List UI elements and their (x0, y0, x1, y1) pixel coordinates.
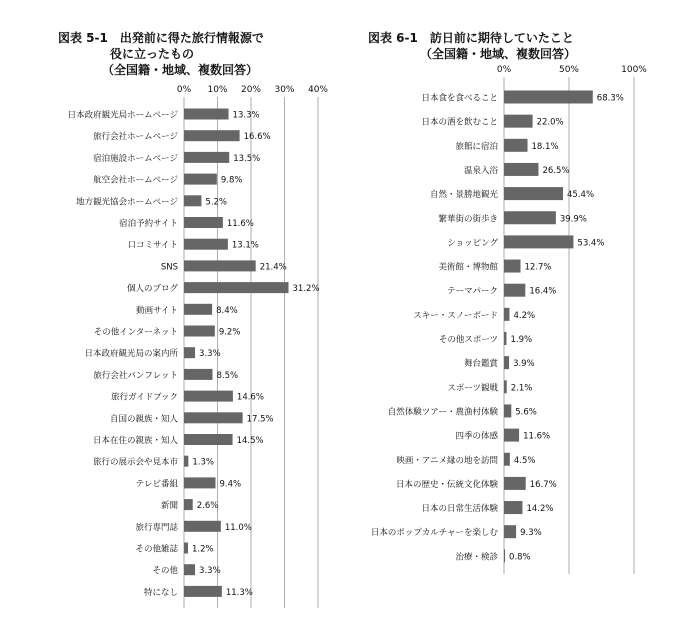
category-label: 日本の酒を飲むこと (421, 117, 498, 128)
data-label: 3.3% (199, 349, 221, 360)
data-label: 11.3% (225, 587, 253, 598)
data-label: 5.6% (515, 407, 537, 418)
category-label: 日本のポップカルチャーを楽しむ (370, 528, 498, 539)
category-label: 自国の親族・知人 (109, 414, 178, 425)
data-label: 16.6% (243, 132, 271, 143)
title-line: （全国籍・地域、複数回答） (102, 63, 259, 77)
bar (504, 284, 525, 297)
category-label: スポーツ観戦 (447, 383, 498, 394)
data-label: 12.7% (524, 262, 552, 273)
bar (504, 429, 519, 442)
data-label: 39.9% (559, 214, 587, 225)
x-tick-label: 30% (274, 85, 295, 95)
category-label: 日本在住の親族・知人 (92, 436, 178, 446)
data-label: 1.2% (192, 544, 214, 555)
data-label: 8.4% (216, 305, 238, 316)
data-label: 31.2% (292, 284, 320, 295)
category-label: その他雑誌 (135, 544, 178, 555)
data-label: 11.6% (226, 219, 254, 229)
category-label: その他スポーツ (438, 335, 498, 345)
data-label: 9.4% (219, 479, 242, 490)
category-label: その他インターネット (93, 327, 178, 338)
category-label: 日本政府観光局の案内所 (84, 349, 178, 360)
data-label: 16.4% (529, 286, 557, 297)
title-line: 図表 6-1 訪日前に期待していたこと (368, 31, 574, 45)
data-label: 26.5% (542, 165, 570, 176)
data-label: 4.5% (513, 455, 536, 466)
data-label: 45.4% (567, 190, 595, 201)
data-label: 9.3% (520, 528, 542, 539)
category-label: 日本の日常生活体験 (421, 504, 498, 515)
data-label: 18.1% (531, 141, 559, 152)
data-label: 2.1% (510, 383, 533, 394)
category-label: 旅行会社ホームページ (93, 132, 178, 143)
category-label: 地方観光協会ホームページ (76, 197, 178, 208)
bar (504, 211, 556, 224)
data-label: 14.6% (236, 392, 264, 403)
bar (504, 453, 510, 466)
category-label: 日本の歴史・伝統文化体験 (395, 479, 498, 490)
data-label: 8.5% (216, 370, 239, 381)
category-label: 治療・検診 (455, 552, 498, 563)
category-label: 特になし (143, 587, 178, 598)
category-label: スキー・スノーボード (413, 310, 498, 321)
category-label: 四季の体感 (455, 431, 498, 442)
data-label: 13.5% (233, 153, 261, 164)
title-line: （全国籍・地域、複数回答） (420, 47, 577, 61)
x-tick-label: 0% (176, 85, 192, 95)
category-label: 宿泊予約サイト (119, 219, 178, 229)
category-label: 口コミサイト (127, 240, 178, 251)
bar (504, 477, 526, 490)
title-line: 図表 5-1 出発前に得た旅行情報源で (58, 31, 264, 45)
bar (504, 549, 505, 562)
data-label: 14.2% (526, 504, 554, 515)
bar (504, 501, 522, 514)
data-label: 13.1% (231, 240, 259, 251)
bar (504, 139, 528, 152)
category-label: 新聞 (160, 501, 178, 512)
category-label: 繁華街の街歩き (438, 214, 498, 225)
data-label: 9.2% (218, 327, 241, 338)
x-tick-label: 100% (621, 65, 647, 75)
category-label: 映画・アニメ縁の地を訪問 (396, 455, 498, 466)
category-label: 美術館・博物館 (438, 262, 498, 273)
data-label: 21.4% (259, 262, 287, 273)
data-label: 16.7% (529, 479, 557, 490)
category-label: ショッピング (447, 238, 498, 249)
data-label: 0.8% (509, 552, 531, 563)
category-label: 航空会社ホームページ (93, 175, 178, 186)
category-label: 日本政府観光局ホームページ (67, 110, 178, 121)
bar (504, 380, 507, 393)
data-label: 22.0% (536, 117, 564, 128)
x-tick-label: 50% (558, 65, 580, 75)
data-label: 68.3% (596, 93, 624, 104)
category-label: 個人のブログ (126, 284, 178, 295)
x-tick-label: 40% (307, 85, 329, 95)
bar (504, 91, 593, 104)
category-label: 自然体験ツアー・農漁村体験 (387, 407, 498, 418)
category-label: 旅行専門誌 (135, 522, 178, 533)
data-label: 13.3% (232, 110, 260, 121)
category-label: 旅行会社パンフレット (93, 370, 178, 381)
data-label: 14.5% (236, 436, 264, 446)
data-label: 9.8% (220, 175, 243, 186)
bar (504, 332, 506, 345)
bar (504, 356, 509, 369)
data-label: 2.6% (196, 501, 219, 512)
category-label: 旅行の展示会や見本市 (92, 457, 178, 468)
category-label: その他 (152, 566, 178, 577)
data-label: 3.3% (199, 566, 221, 577)
category-label: 旅行ガイドブック (111, 392, 178, 403)
category-label: SNS (160, 262, 178, 273)
bar (504, 260, 521, 273)
x-tick-label: 20% (240, 85, 262, 95)
bar (504, 115, 533, 128)
data-label: 53.4% (577, 238, 605, 249)
bar (504, 163, 538, 176)
category-label: 温泉入浴 (463, 165, 498, 176)
title-line: 役に立ったもの (110, 47, 195, 61)
bar (504, 187, 563, 200)
data-label: 17.5% (246, 414, 274, 425)
data-label: 11.6% (523, 431, 551, 442)
category-label: 宿泊施設ホームページ (93, 153, 178, 164)
category-label: 旅館に宿泊 (455, 141, 498, 152)
bar (504, 404, 511, 417)
bar (504, 525, 516, 538)
category-label: テレビ番組 (135, 479, 178, 490)
data-label: 11.0% (224, 522, 252, 533)
category-label: 日本食を食べること (421, 93, 498, 104)
x-tick-label: 10% (207, 85, 228, 95)
category-label: テーマパーク (447, 286, 498, 297)
data-label: 1.9% (510, 335, 533, 345)
x-tick-label: 0% (496, 65, 512, 75)
category-label: 動画サイト (136, 305, 178, 316)
data-label: 1.3% (192, 457, 214, 468)
data-label: 5.2% (205, 197, 228, 208)
category-label: 舞台鑑賞 (463, 359, 498, 370)
bar (504, 308, 509, 321)
bar (504, 235, 573, 248)
data-label: 4.2% (513, 310, 536, 321)
data-label: 3.9% (513, 359, 535, 370)
category-label: 自然・景勝地観光 (429, 190, 498, 201)
